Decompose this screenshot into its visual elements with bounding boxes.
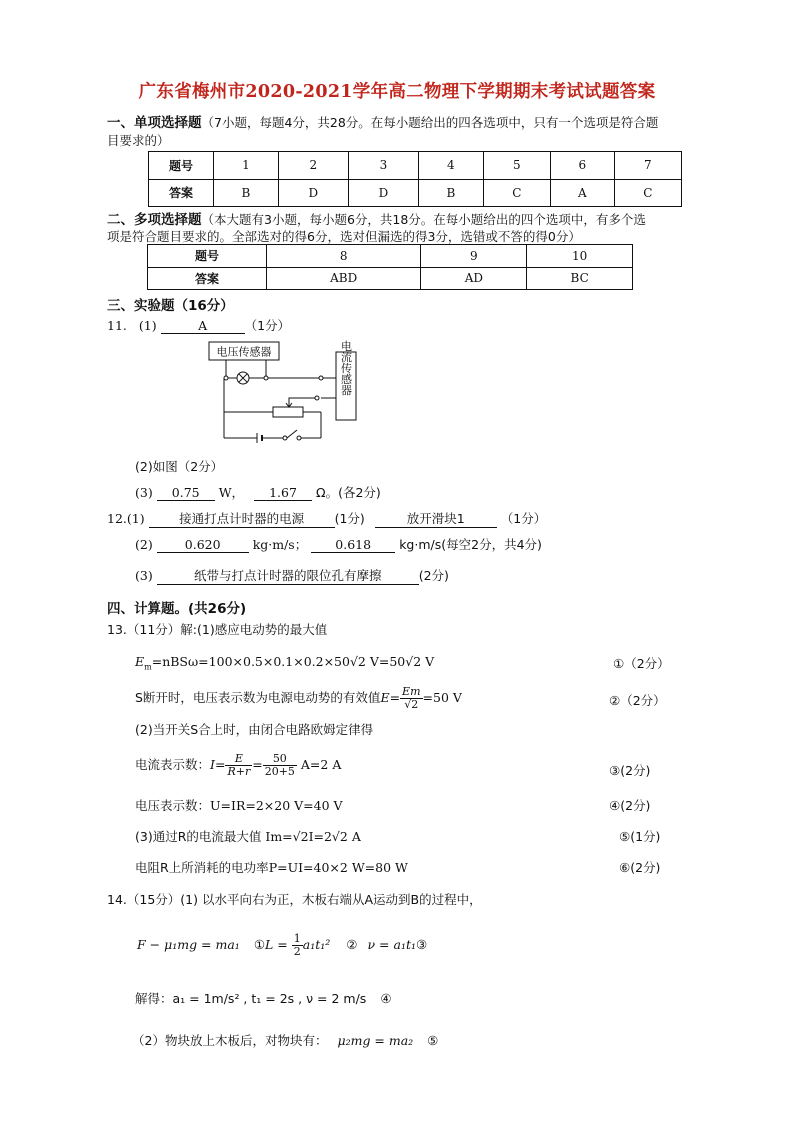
- section-1-heading: 一、单项选择题: [107, 115, 202, 131]
- question-number: 4: [418, 152, 483, 180]
- table-head-answer: 答案: [148, 267, 267, 290]
- q12-part3-answer: 纸带与打点计时器的限位孔有摩擦: [157, 566, 419, 585]
- answer-cell: C: [614, 179, 681, 207]
- q11-number: 11.: [107, 318, 127, 333]
- q12-part1-score2: （1分）: [500, 511, 547, 526]
- table-head-answer: 答案: [149, 179, 214, 207]
- q13-frac1-den: R+r: [227, 765, 251, 778]
- q13-emf-symbol: E: [135, 654, 145, 669]
- q12-unit-2: kg·m/s(每空2分，共4分): [399, 537, 542, 552]
- q13-emf-sub: m: [144, 662, 152, 672]
- current-sensor-label: 电流传感器: [339, 340, 353, 396]
- answer-cell: AD: [421, 267, 527, 290]
- q14-eq2-rhs: a₁t₁²: [302, 937, 331, 952]
- q13-voltage-label: 电压表示数：: [135, 798, 211, 813]
- q13-line7: [135, 858, 408, 876]
- q14-intro: 14.（15分）(1) 以水平向右为正，木板右端从A运动到B的过程中，: [107, 892, 482, 907]
- q13-mark-6: ⑥(2分): [619, 860, 661, 875]
- q11-resistance-answer: 1.67: [254, 485, 312, 501]
- question-number: 5: [483, 152, 550, 180]
- question-number: 1: [214, 152, 279, 180]
- q13-line2: S断开时，电压表示数为电源电动势的有效值E= $\frac{Em}{√2}$ =50 V: [135, 685, 462, 711]
- q11-part1-answer: A: [161, 318, 245, 334]
- q13-mark-3: ③(2分): [609, 763, 651, 778]
- q12-momentum-2: 0.618: [311, 537, 395, 553]
- q11-part1: [107, 316, 290, 334]
- section-2-answer-table: [147, 244, 633, 290]
- q13-max-current-eq: Im=√2I=2√2 A: [265, 829, 361, 844]
- voltage-sensor-label: 电压传感器: [216, 345, 272, 359]
- q13-max-current-label: (3)通过R的电流最大值: [135, 829, 262, 844]
- q14-mark-1: ①: [253, 937, 266, 952]
- section-2-heading: 二、多项选择题: [107, 212, 202, 228]
- q13-mark-2: ②（2分）: [609, 693, 666, 708]
- q13-frac2-num: 50: [263, 753, 297, 766]
- question-number: 2: [278, 152, 348, 180]
- q13-frac2-den: 20+5: [264, 765, 295, 778]
- q13-mark-4: ④(2分): [609, 798, 651, 813]
- answer-cell: B: [214, 179, 279, 207]
- q12-number: 12.(1): [107, 511, 145, 526]
- q14-mark-5: ⑤: [427, 1033, 439, 1048]
- section-2-desc-cont: 项是符合题目要求的。全部选对的得6分，选对但漏选的得3分，选错或不答的得0分）: [107, 229, 581, 244]
- q12-part1-answer: 接通打点计时器的电源: [149, 509, 335, 528]
- circuit-diagram: [205, 336, 365, 448]
- q11-part3: [135, 483, 381, 501]
- q14-solution-text: 解得：a₁ = 1m/s² , t₁ = 2s , ν = 2 m/s: [135, 991, 367, 1006]
- section-2-intro: [107, 208, 646, 228]
- q13-frac-den: √2: [404, 698, 419, 711]
- question-number: 10: [527, 245, 633, 268]
- q13-current-label: 电流表示数：: [135, 757, 211, 772]
- q11-power-answer: 0.75: [157, 485, 215, 501]
- q13-emf-expression: =nBSω=100×0.5×0.1×0.2×50√2 V=50√2 V: [151, 654, 435, 669]
- q12-part1-score: (1分): [334, 511, 365, 526]
- q14-solution: [135, 989, 392, 1007]
- answer-cell: C: [483, 179, 550, 207]
- q13-voltage-eq: U=IR=2×20 V=40 V: [210, 798, 343, 813]
- q13-eq1: [135, 654, 434, 672]
- q14-eq2-lhs: L =: [265, 937, 288, 952]
- answer-cell: D: [278, 179, 348, 207]
- q13-intro: 13.（11分）解:(1)感应电动势的最大值: [107, 622, 328, 637]
- switch-icon: [287, 430, 297, 438]
- q12-unit-1: kg·m/s；: [252, 537, 308, 552]
- section-2-desc: （本大题有3小题，每小题6分，共18分。在每小题给出的四个选项中，有多个选: [201, 212, 646, 227]
- q14-part2-text: （2）物块放上木板后，对物块有：: [132, 1033, 328, 1048]
- q14-eq3: ν = a₁t₁: [367, 937, 416, 952]
- table-head-question: 题号: [149, 152, 214, 180]
- section-1-desc: （7小题，每题4分，共28分。在每小题给出的四各选项中，只有一个选项是符合题: [201, 115, 659, 130]
- q11-part2: (2)如图（2分）: [135, 459, 224, 474]
- rheostat-icon: [273, 407, 303, 417]
- q13-line6: [135, 827, 361, 845]
- q11-part1-score: （1分）: [244, 318, 291, 333]
- q11-resistance-unit: Ω。(各2分): [316, 485, 381, 500]
- q12-part1-answer2: 放开滑块1: [375, 509, 497, 528]
- q13-line2-result: =50 V: [422, 690, 462, 705]
- q14-mark-4: ④: [380, 991, 392, 1006]
- q14-part2-eq: μ₂mg = ma₂: [337, 1033, 414, 1048]
- page-title: 广东省梅州市2020-2021学年高二物理下学期期末考试试题答案: [138, 82, 656, 102]
- q14-eq1: F − μ₁mg = ma₁: [137, 937, 240, 952]
- q12-part3: [135, 566, 449, 585]
- answer-cell: BC: [527, 267, 633, 290]
- q11-part3-label: (3): [135, 485, 153, 500]
- q13-mark-1: ①（2分）: [613, 656, 670, 671]
- q12-momentum-1: 0.620: [157, 537, 249, 553]
- question-number: 8: [267, 245, 421, 268]
- question-number: 3: [348, 152, 418, 180]
- q12-part3-label: (3): [135, 568, 153, 583]
- q11-part1-label: (1): [138, 318, 157, 333]
- q14-mark-3: ③: [416, 937, 428, 952]
- answer-cell: ABD: [267, 267, 421, 290]
- answer-cell: B: [418, 179, 483, 207]
- answer-cell: D: [348, 179, 418, 207]
- q14-mark-2: ②: [346, 937, 358, 952]
- q14-part2: [132, 1031, 438, 1049]
- q12-part2: [135, 535, 542, 553]
- q13-current-result: A=2 A: [300, 757, 342, 772]
- section-4-heading: 四、计算题。(共26分): [107, 601, 247, 617]
- q11-power-unit: W，: [218, 485, 245, 500]
- q13-frac1-num: E: [225, 753, 252, 766]
- q13-line5: [135, 796, 343, 814]
- q12-part2-label: (2): [135, 537, 153, 552]
- q12-part1: [107, 509, 546, 528]
- q12-part3-score: (2分): [418, 568, 449, 583]
- answer-cell: A: [550, 179, 614, 207]
- section-1-answer-table: [148, 151, 682, 207]
- q13-power-eq: P=UI=40×2 W=80 W: [268, 860, 408, 875]
- q14-eq-row: [137, 933, 427, 958]
- q13-power-label: 电阻R上所消耗的电功率: [135, 860, 269, 875]
- question-number: 6: [550, 152, 614, 180]
- q13-frac-num: Em: [402, 685, 421, 698]
- question-number: 9: [421, 245, 527, 268]
- q13-line4: 电流表示数：I= $\frac{E}{R+r}$ = $\frac{50}{20+5}$ A=2 A: [135, 752, 342, 778]
- q13-mark-5: ⑤(1分): [619, 829, 661, 844]
- q13-line2-text: S断开时，电压表示数为电源电动势的有效值: [135, 690, 381, 705]
- q14-eq2-den: 2: [293, 945, 301, 958]
- q13-line3: (2)当开关S合上时，由闭合电路欧姆定律得: [135, 722, 374, 737]
- q14-eq2-num: 1: [293, 932, 301, 945]
- section-1-desc-cont: 目要求的）: [107, 133, 170, 148]
- question-number: 7: [614, 152, 681, 180]
- section-3-heading: 三、实验题（16分）: [107, 298, 234, 314]
- section-1-intro: [107, 111, 658, 131]
- table-head-question: 题号: [148, 245, 267, 268]
